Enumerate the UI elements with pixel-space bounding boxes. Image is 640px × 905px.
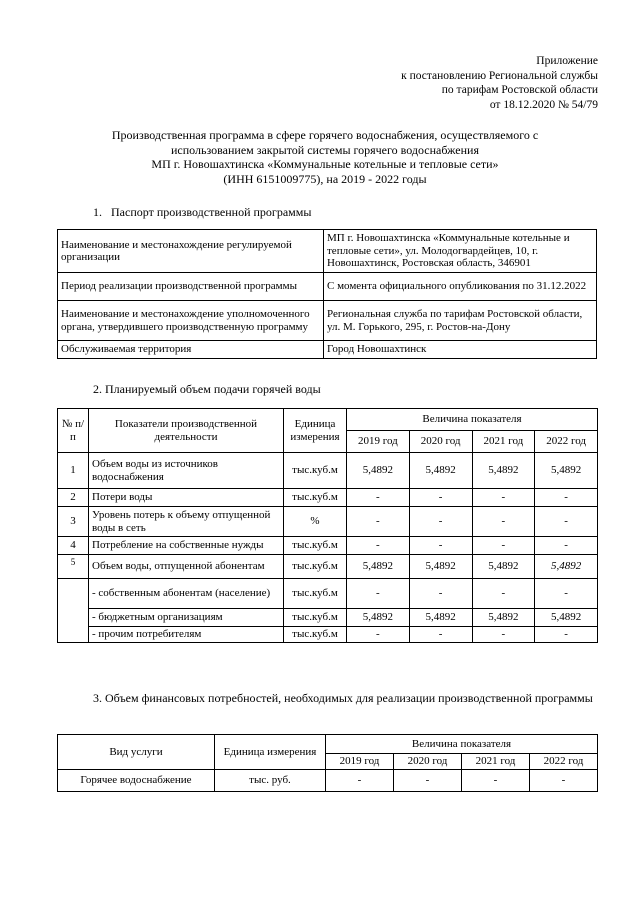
year-header: 2021 год [462, 754, 530, 770]
row-unit: тыс.куб.м [284, 489, 347, 507]
row-value: - [472, 489, 535, 507]
row-value: - [472, 627, 535, 643]
row-value: - [535, 489, 598, 507]
row-value: - [535, 507, 598, 537]
table-header-row [58, 735, 598, 754]
row-unit: тыс.куб.м [284, 609, 347, 627]
section-1-heading [93, 205, 311, 220]
row-value: 5,4892 [535, 555, 598, 579]
table-row [58, 609, 598, 627]
row-unit: тыс.куб.м [284, 627, 347, 643]
row-num: 1 [58, 453, 89, 489]
row-service: Горячее водоснабжение [58, 769, 215, 791]
table-row [58, 555, 598, 579]
row-unit: тыс.куб.м [284, 555, 347, 579]
row-name: Потребление на собственные нужды [89, 537, 284, 555]
row-unit: тыс.куб.м [284, 537, 347, 555]
table-row [58, 341, 597, 359]
title-line-2: использованием закрытой системы горячего водоснабжения [171, 142, 479, 157]
row-value: 5,4892 [347, 453, 410, 489]
appendix-line-4: от 18.12.2020 № 54/79 [489, 98, 598, 111]
passport-value: Региональная служба по тарифам Ростовской области, ул. М. Горького, 295, г. Ростов-на-Дону [324, 301, 597, 341]
row-value: - [347, 627, 410, 643]
appendix-header [298, 54, 598, 112]
document-title [60, 128, 590, 186]
year-header: 2020 год [409, 431, 472, 453]
passport-label: Обслуживаемая территория [58, 341, 324, 359]
row-num: 4 [58, 537, 89, 555]
row-name: Объем воды, отпущенной абонентам [89, 555, 284, 579]
row-value: - [409, 579, 472, 609]
col-service-header: Вид услуги [58, 735, 215, 770]
volume-table [57, 408, 598, 643]
row-name: Потери воды [89, 489, 284, 507]
passport-label: Наименование и местонахождение регулируемой организации [58, 230, 324, 273]
row-name: - прочим потребителям [89, 627, 284, 643]
table-row [58, 453, 598, 489]
row-value: - [347, 507, 410, 537]
table-header-row [58, 409, 598, 431]
row-num: 5 [58, 555, 89, 579]
col-num-header: № п/п [58, 409, 89, 453]
col-indicator-header: Показатели производственной деятельности [89, 409, 284, 453]
row-value: - [347, 537, 410, 555]
row-unit: тыс.куб.м [284, 453, 347, 489]
row-value: - [326, 769, 394, 791]
title-line-1: Производственная программа в сфере горячего водоснабжения, осуществляемого с [111, 128, 539, 142]
row-name: - собственным абонентам (население) [89, 579, 284, 609]
passport-table [57, 229, 597, 359]
row-name: Уровень потерь к объему отпущенной воды в сеть [89, 507, 284, 537]
appendix-line-3: по тарифам Ростовской области [441, 84, 598, 96]
row-value: 5,4892 [409, 453, 472, 489]
table-row [58, 627, 598, 643]
year-header: 2020 год [394, 754, 462, 770]
table-row [58, 301, 597, 341]
appendix-line-2: к постановлению Региональной службы [401, 69, 598, 82]
col-unit-header: Единица измерения [215, 735, 326, 770]
section-1-number: 1. [93, 205, 102, 219]
year-header: 2021 год [472, 431, 535, 453]
row-num [58, 579, 89, 643]
row-num: 3 [58, 507, 89, 537]
row-value: - [535, 579, 598, 609]
year-header: 2019 год [326, 754, 394, 770]
row-unit: тыс.куб.м [284, 579, 347, 609]
row-value: 5,4892 [472, 453, 535, 489]
row-value: - [347, 579, 410, 609]
row-value: - [472, 507, 535, 537]
passport-value: С момента официального опубликования по 31.12.2022 [324, 273, 597, 301]
title-line-3: МП г. Новошахтинска «Коммунальные котельные и тепловые сети» [151, 157, 499, 171]
appendix-line-1: Приложение [536, 55, 598, 67]
row-value: - [472, 537, 535, 555]
row-value: - [409, 489, 472, 507]
row-value: - [394, 769, 462, 791]
row-value: - [409, 507, 472, 537]
row-value: 5,4892 [535, 453, 598, 489]
col-value-header: Величина показателя [326, 735, 598, 754]
row-value: - [530, 769, 598, 791]
finance-table [57, 734, 598, 792]
row-name: - бюджетным организациям [89, 609, 284, 627]
row-name: Объем воды из источников водоснабжения [89, 453, 284, 489]
row-value: - [462, 769, 530, 791]
table-row [58, 489, 598, 507]
row-unit: тыс. руб. [215, 769, 326, 791]
passport-value: Город Новошахтинск [324, 341, 597, 359]
year-header: 2019 год [347, 431, 410, 453]
year-header: 2022 год [530, 754, 598, 770]
year-header: 2022 год [535, 431, 598, 453]
row-value: - [409, 537, 472, 555]
row-value: 5,4892 [409, 609, 472, 627]
section-1-title: Паспорт производственной программы [111, 205, 312, 219]
section-3-heading: 3. Объем финансовых потребностей, необходимых для реализации производственной программы [93, 691, 593, 705]
row-value: 5,4892 [409, 555, 472, 579]
col-unit-header: Единица измерения [284, 409, 347, 453]
table-row [58, 507, 598, 537]
table-row [58, 537, 598, 555]
row-value: 5,4892 [535, 609, 598, 627]
row-value: - [535, 537, 598, 555]
row-value: 5,4892 [472, 555, 535, 579]
table-row [58, 769, 598, 791]
row-unit: % [284, 507, 347, 537]
row-value: - [535, 627, 598, 643]
row-value: 5,4892 [472, 609, 535, 627]
col-value-header: Величина показателя [347, 409, 598, 431]
row-value: - [472, 579, 535, 609]
table-row [58, 230, 597, 273]
passport-value: МП г. Новошахтинска «Коммунальные котельные и тепловые сети», ул. Молодогвардейцев, 10, г. Новошахтинск, Ростовская область, 346901 [324, 230, 597, 273]
passport-label: Период реализации производственной программы [58, 273, 324, 301]
table-row [58, 579, 598, 609]
passport-label: Наименование и местонахождение уполномоченного органа, утвердившего производственную программу [58, 301, 324, 341]
row-value: - [347, 489, 410, 507]
section-2-heading: 2. Планируемый объем подачи горячей воды [93, 382, 321, 396]
row-value: - [409, 627, 472, 643]
title-line-4: (ИНН 6151009775), на 2019 - 2022 годы [223, 171, 427, 186]
table-row [58, 273, 597, 301]
row-value: 5,4892 [347, 609, 410, 627]
row-value: 5,4892 [347, 555, 410, 579]
row-num: 2 [58, 489, 89, 507]
